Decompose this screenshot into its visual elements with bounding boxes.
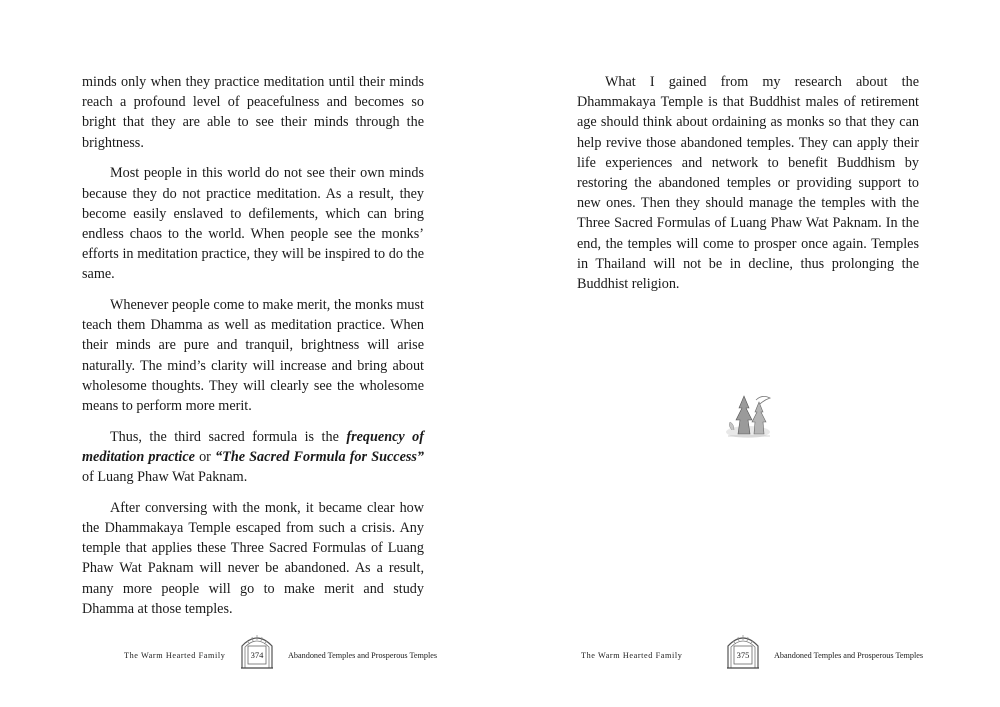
- paragraph-text: or: [194, 448, 216, 465]
- page-footer: [500, 630, 1000, 670]
- left-page-body: [82, 72, 424, 630]
- paragraph-text: Whenever people come to make merit, the monks must teach them Dhamma as well as meditation practice. When their minds are pure and tranquil, brightness will arise naturally. The mind’s clarity will increase and bring about wholesome thoughts. They will clearly see the wholesome means to perform more merit.: [82, 297, 424, 415]
- paragraph-text: Most people in this world do not see their own minds because they do not practice meditation. As a result, they become easily enslaved to defilements, which can bring endless chaos to the world. When people see the monks’ efforts in meditation practice, they will be inspired to do the same.: [82, 165, 424, 283]
- paragraph-text: What I gained from my research about the Dhammakaya Temple is that Buddhist males of retirement age should think about ordaining as monks so that they can help revive those abandoned temples. They can apply their life experiences and network to benefit Buddhism by restoring the abandoned temples or providing support to new ones. Then they should manage the temples with the Three Sacred Formulas of Luang Phaw Wat Paknam. In the end, the temples will come to prosper once again. Temples in Thailand will not be in decline, thus prolonging the Buddhist religion.: [577, 74, 919, 293]
- paragraph-text: Thus, the third sacred formula is the: [110, 428, 347, 445]
- paragraph-text: of Luang Phaw Wat Paknam.: [82, 469, 248, 486]
- paragraph: [82, 498, 424, 619]
- footer-chapter-title: Abandoned Temples and Prosperous Temples: [774, 651, 924, 660]
- page-number: 375: [736, 650, 750, 660]
- page-footer: [0, 630, 500, 670]
- emphasis-text: frequency of meditation practice: [82, 428, 424, 465]
- footer-book-title: The Warm Hearted Family: [581, 651, 683, 660]
- paragraph-text: After conversing with the monk, it became clear how the Dhammakaya Temple escaped from such a crisis. Any temple that applies these Three Sacred Formulas of Luang Phaw Wat Paknam will never be abandoned. As a result, many more people will go to make merit and study Dhamma at those temples.: [82, 499, 424, 617]
- paragraph-text: minds only when they practice meditation until their minds reach a profound level of peacefulness and becomes so bright that they are able to see their minds through the brightness.: [82, 74, 424, 151]
- right-page-body: [577, 72, 919, 305]
- page-number: 374: [250, 650, 264, 660]
- footer-book-title: The Warm Hearted Family: [124, 651, 226, 660]
- paragraph: [577, 72, 919, 294]
- right-page: [500, 0, 1000, 707]
- paragraph: [82, 295, 424, 416]
- paragraph: [82, 427, 424, 488]
- footer-chapter-title: Abandoned Temples and Prosperous Temples: [288, 651, 438, 660]
- temple-ornament-icon: [718, 390, 780, 446]
- paragraph: [82, 163, 424, 284]
- temple-gate-icon: [724, 632, 762, 670]
- emphasis-text: “The Sacred Formula for Success”: [215, 448, 425, 465]
- temple-gate-icon: [238, 632, 276, 670]
- paragraph: [82, 72, 424, 153]
